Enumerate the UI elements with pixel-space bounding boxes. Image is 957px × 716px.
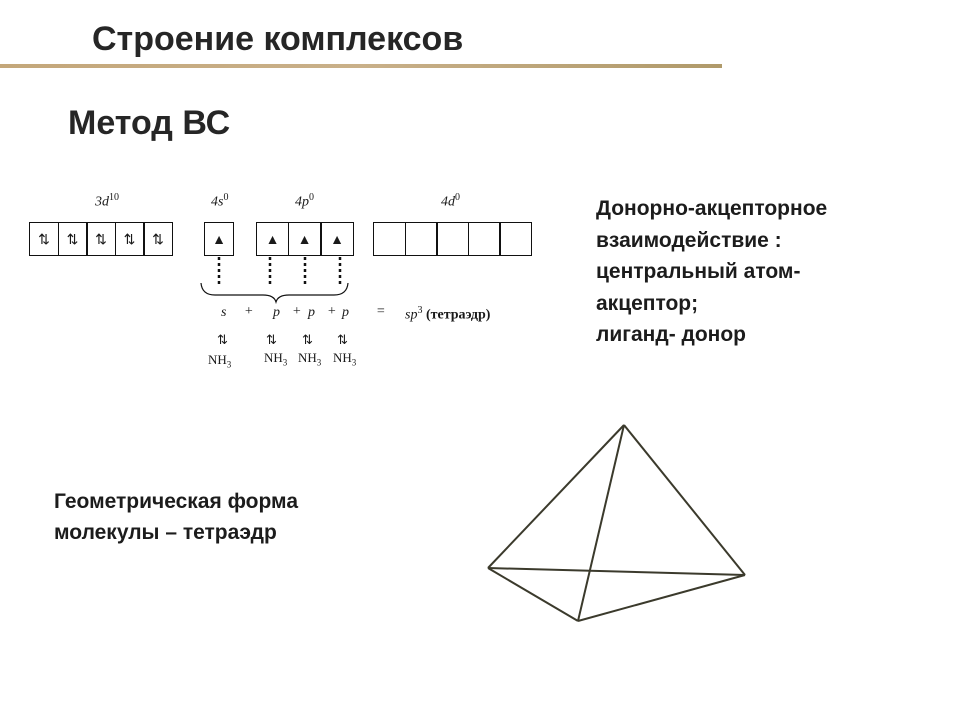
ligand-name: NH xyxy=(208,352,227,367)
hybrid-plus-1: + xyxy=(244,304,254,319)
ligand-nh3-1 xyxy=(208,352,231,370)
ligand-pair-icon: ⇅ xyxy=(266,333,277,348)
description-line: взаимодействие : xyxy=(596,228,782,252)
arrow-up-icon: ▲ xyxy=(330,231,344,247)
ligand-nh3-2 xyxy=(264,350,287,368)
hybrid-result-note: (тетраэдр) xyxy=(425,307,491,323)
geometry-line: молекулы – тетраэдр xyxy=(54,521,277,544)
hybrid-equals: = xyxy=(376,304,386,319)
hybrid-s: s xyxy=(221,305,227,320)
ligand-name: NH xyxy=(264,350,283,365)
hybrid-result xyxy=(405,305,490,324)
hybrid-p1: p xyxy=(273,305,280,320)
description-line: лиганд- донор xyxy=(596,323,747,346)
ligand-pair-icon: ⇅ xyxy=(302,333,313,348)
paired-electrons-icon: ⇅ xyxy=(152,230,164,247)
arrow-up-icon: ▲ xyxy=(297,231,312,247)
ligand-name: NH xyxy=(333,350,352,365)
donor-acceptor-description xyxy=(596,193,827,351)
slide-title: Строение комплексов xyxy=(92,20,464,58)
hybrid-result-base: sp xyxy=(405,307,418,323)
label-4p-sup: 0 xyxy=(309,192,314,203)
label-3d-sup: 10 xyxy=(109,192,119,203)
hybridization-brace xyxy=(201,283,348,302)
ligand-sub: 3 xyxy=(351,357,357,368)
description-line: Донорно-акцепторное xyxy=(596,197,828,220)
ligand-name: NH xyxy=(298,350,317,365)
tetrahedron-shape xyxy=(488,425,745,621)
arrow-up-icon: ▲ xyxy=(212,231,226,247)
ligand-sub: 3 xyxy=(226,359,232,370)
paired-electrons-icon: ⇅ xyxy=(38,230,50,247)
hybrid-plus-2: + xyxy=(292,304,302,319)
label-4s-sup: 0 xyxy=(223,192,229,203)
hybrid-plus-3: + xyxy=(327,304,337,319)
label-4d-text: 4d xyxy=(441,194,455,210)
paired-electrons-icon: ⇅ xyxy=(123,230,136,247)
ligand-sub: 3 xyxy=(316,357,322,368)
geometry-line: Геометрическая форма xyxy=(54,490,298,513)
ligand-sub: 3 xyxy=(282,357,288,368)
arrow-up-icon: ▲ xyxy=(265,231,280,247)
label-3d-text: 3d xyxy=(95,194,109,210)
label-4s-text: 4s xyxy=(211,194,224,210)
ligand-nh3-3 xyxy=(298,350,321,368)
paired-electrons-icon: ⇅ xyxy=(66,230,79,247)
description-line: центральный атом- xyxy=(596,260,801,283)
paired-electrons-icon: ⇅ xyxy=(95,230,107,247)
hybrid-p3: p xyxy=(342,305,349,320)
ligand-nh3-4 xyxy=(333,350,356,368)
geometry-description xyxy=(54,486,298,548)
slide-subtitle: Метод ВС xyxy=(68,104,231,142)
ligand-pair-icon: ⇅ xyxy=(217,333,228,348)
label-4p-text: 4p xyxy=(295,194,309,210)
description-line: акцептор; xyxy=(596,291,699,315)
label-4d-sup: 0 xyxy=(455,192,460,203)
hybrid-p2: p xyxy=(308,305,315,320)
ligand-pair-icon: ⇅ xyxy=(337,333,348,348)
hybrid-result-sup: 3 xyxy=(417,305,423,316)
